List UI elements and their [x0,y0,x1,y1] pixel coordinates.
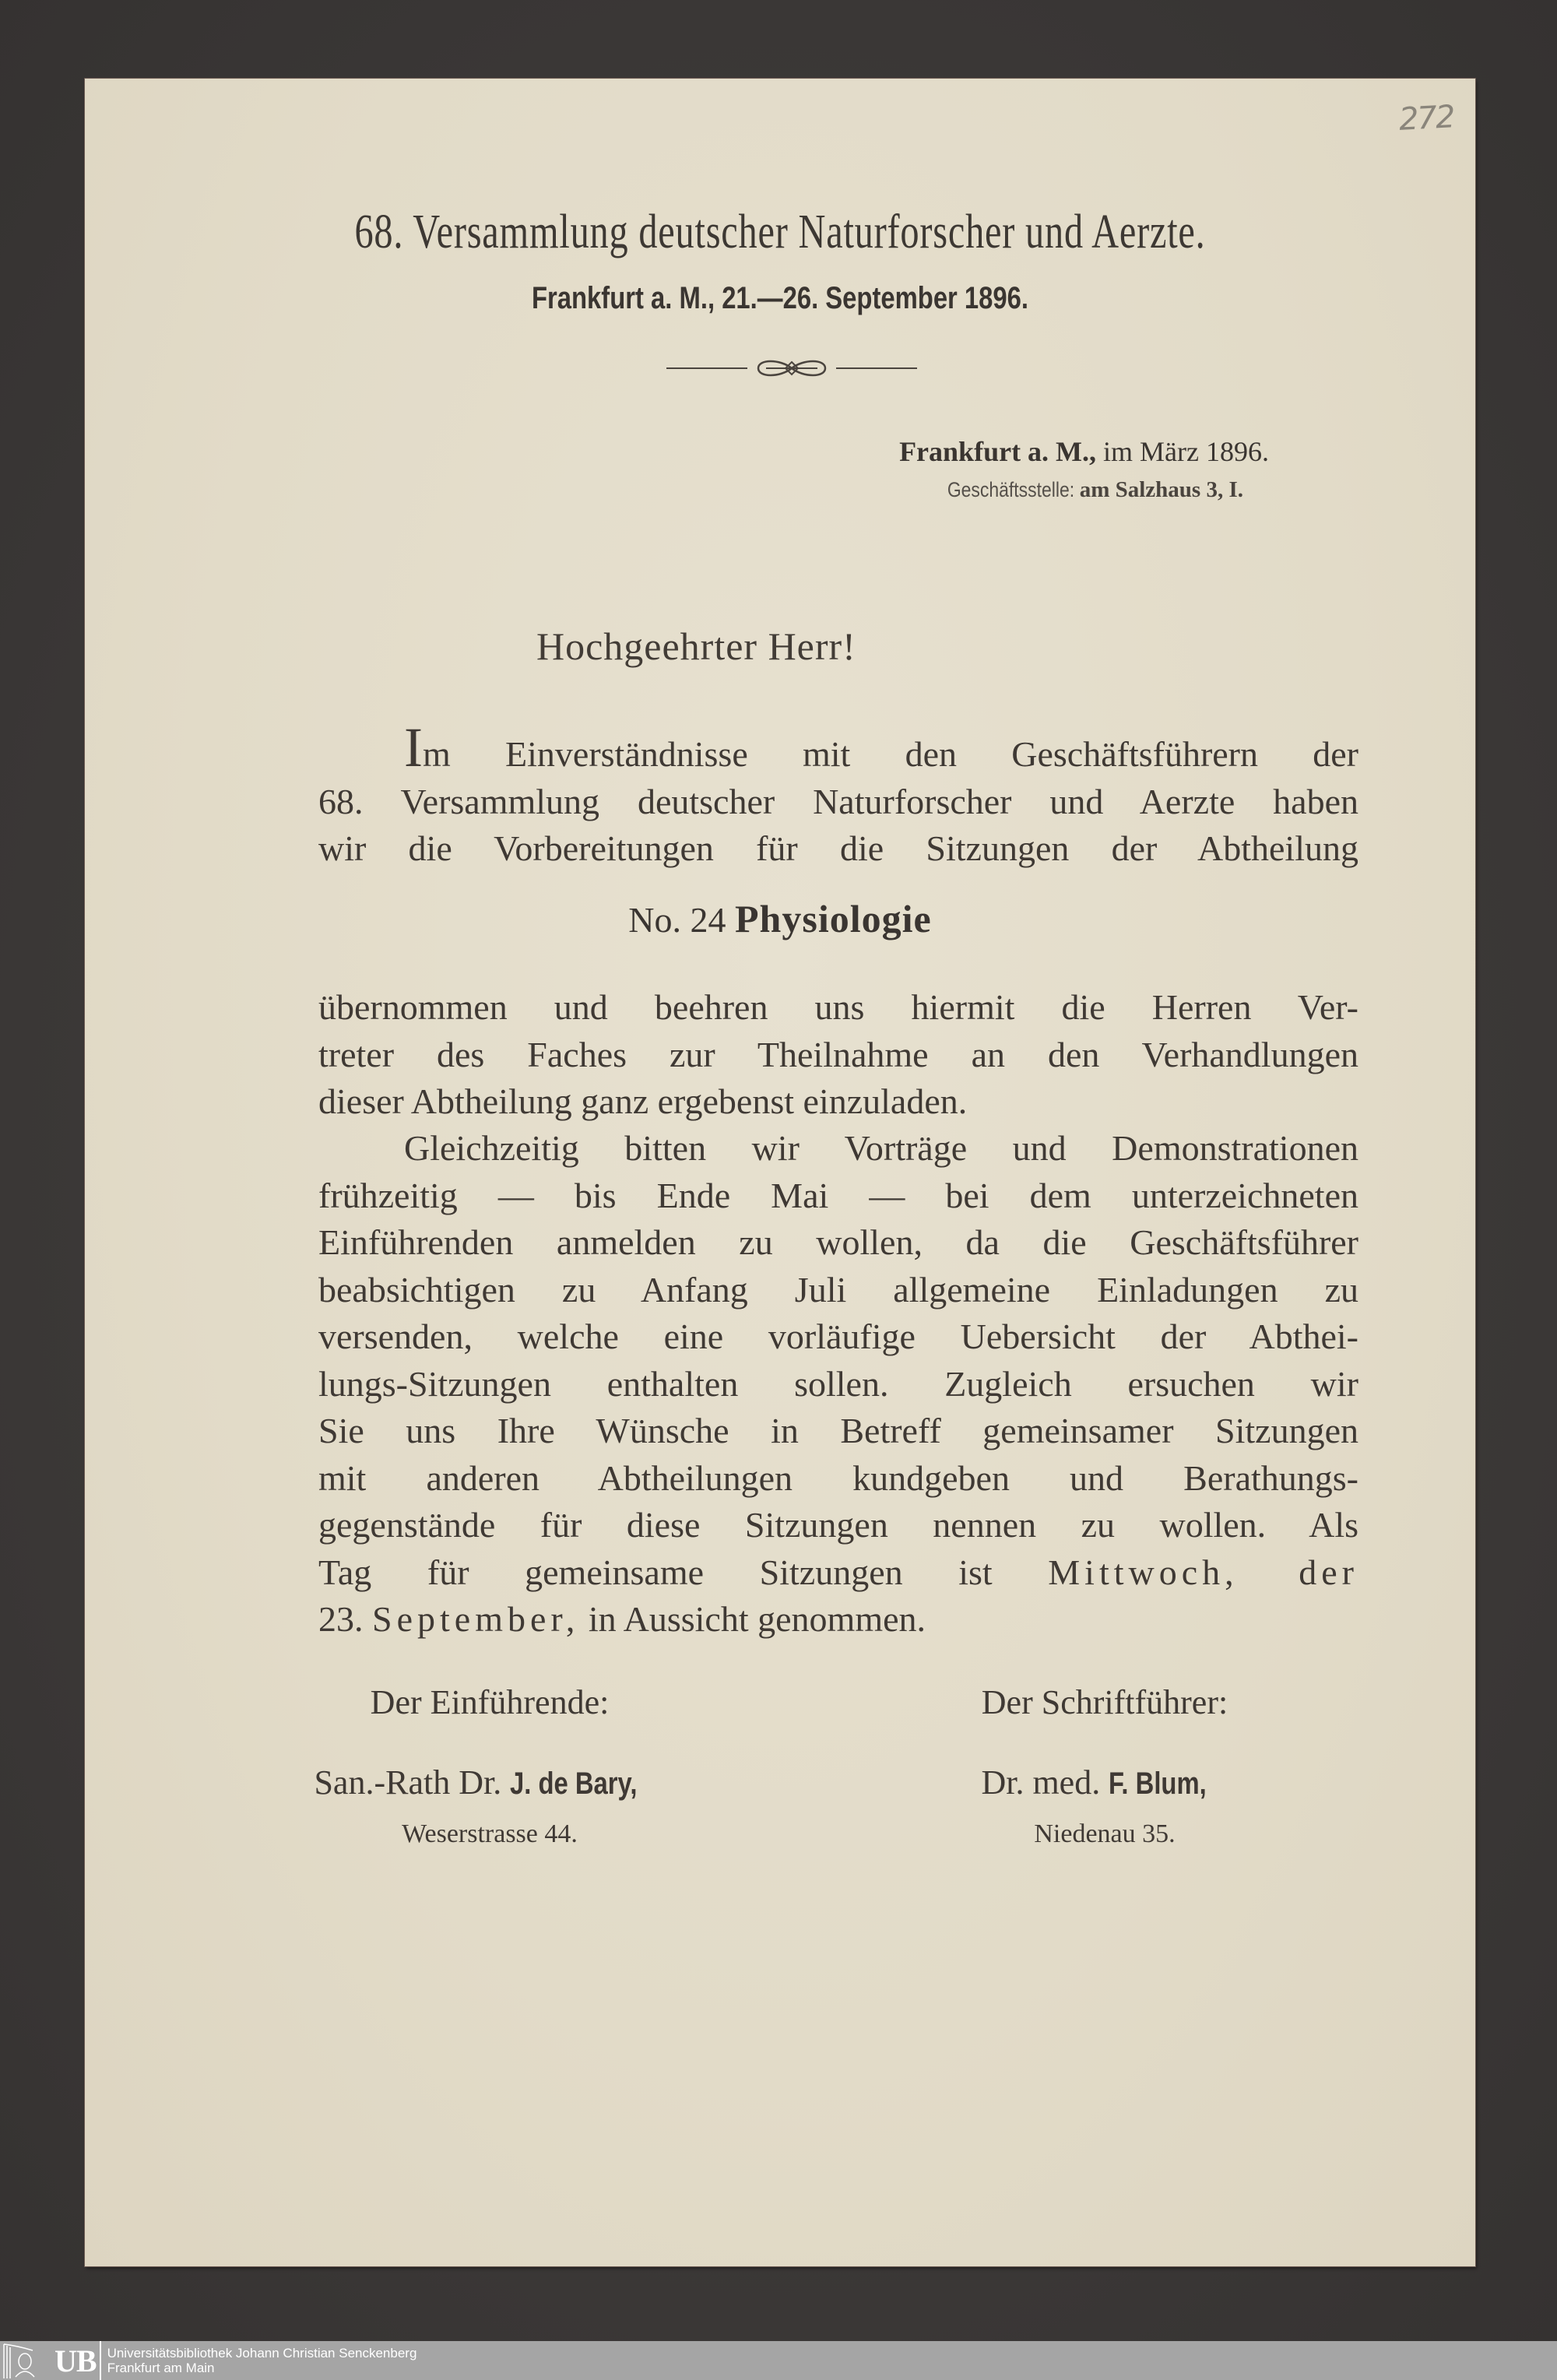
paragraph-3 [318,1125,1358,1644]
institution-line-2: Frankfurt am Main [107,2361,215,2375]
date: im März 1896. [1103,436,1269,467]
salutation: Hochgeehrter Herr! [536,624,856,668]
place: Frankfurt a. M., [899,436,1097,467]
office-address [925,477,1243,503]
paragraph-1 [318,716,1358,873]
paragraph-line: Tag für gemeinsame Sitzungen ist Mittwoch, der [318,1552,1358,1592]
office-label: Geschäftsstelle: [947,478,1074,501]
signature-address: Weserstrasse 44. [402,1819,578,1848]
folio-number: 272 [1397,99,1455,138]
paragraph-line: 23. September, in Aussicht genommen. [318,1599,926,1639]
paragraph-line: treter des Faches zur Theilnahme an den Verhandlungen [318,1034,1358,1074]
signature-address: Niedenau 35. [1034,1819,1176,1848]
paragraph-line: versenden, welche eine vorläufige Uebersicht der Abthei- [318,1317,1358,1356]
emphasized-month: September, [372,1599,580,1639]
institution-line-1: Universitätsbibliothek Johann Christian Senckenberg [107,2346,417,2361]
document-title: 68. Versammlung deutscher Naturforscher und Aerzte. [354,206,1206,258]
institution-name [107,2346,417,2375]
library-footer-bar [0,2341,1557,2380]
emphasized-day: Mittwoch, der [1048,1552,1358,1592]
paragraph-line: übernommen und beehren uns hiermit die Herren Ver- [318,987,1358,1027]
paragraph-line: lungs-Sitzungen enthalten sollen. Zugleich ersuchen wir [318,1363,1358,1404]
paragraph-line: Einführenden anmelden zu wollen, da die Geschäftsführer [318,1222,1358,1262]
signature-name: Dr. med. F. Blum, [981,1763,1207,1802]
signature-role: Der Einführende: [370,1683,610,1721]
paragraph-2 [318,984,1358,1126]
section-heading [85,896,1475,941]
office-street: am Salzhaus 3, I. [1079,477,1243,502]
place-date [899,435,1269,468]
paragraph-line: Gleichzeitig bitten wir Vorträge und Demonstrationen [404,1128,1358,1168]
document-subtitle: Frankfurt a. M., 21.—26. September 1896. [531,281,1029,315]
ornament-divider-icon [663,356,920,379]
ub-logo-text: UB [54,2343,97,2378]
paragraph-line: Sie uns Ihre Wünsche in Betreff gemeinsamer Sitzungen [318,1411,1358,1450]
paragraph-line: frühzeitig — bis Ende Mai — bei dem unterzeichneten [318,1175,1358,1215]
paragraph-line: beabsichtigen zu Anfang Juli allgemeine Einladungen zu [318,1269,1358,1310]
paragraph-line: dieser Abtheilung ganz ergebenst einzuladen. [318,1081,968,1121]
section-number: No. 24 [628,900,726,940]
paragraph-line: wir die Vorbereitungen für die Sitzungen der Abtheilung [318,828,1358,868]
document-page [85,79,1475,2266]
paragraph-line: Im Einverständnisse mit den Geschäftsführern der [404,716,1358,779]
senckenberg-portrait-icon [2,2343,53,2378]
section-name: Physiologie [735,897,932,940]
paragraph-line: 68. Versammlung deutscher Naturforscher und Aerzte haben [318,781,1358,821]
paragraph-line: mit anderen Abtheilungen kundgeben und Berathungs- [318,1457,1358,1498]
paragraph-line: gegenstände für diese Sitzungen nennen zu wollen. Als [318,1505,1358,1545]
ub-logo[interactable] [2,2341,101,2380]
signature-role: Der Schriftführer: [981,1683,1228,1721]
signature-name: San.-Rath Dr. J. de Bary, [314,1763,638,1802]
drop-cap: I [404,716,423,779]
